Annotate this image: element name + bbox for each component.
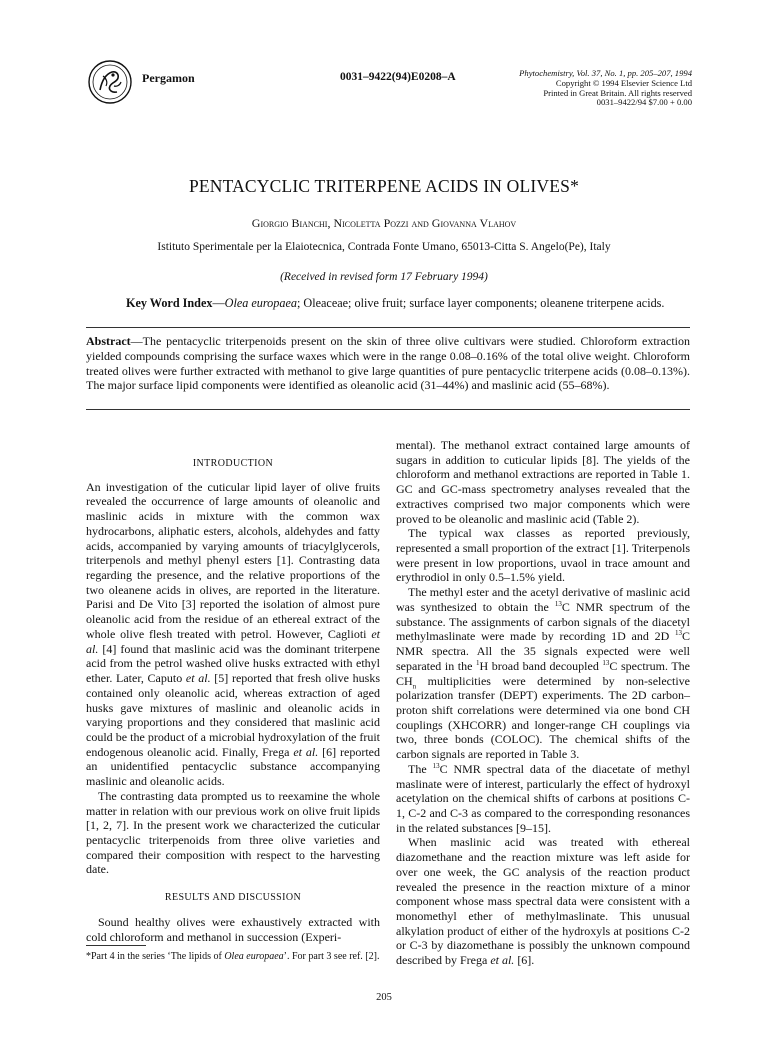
results-paragraph-5: The $^{13}$C NMR spectral data of the diacetate of methyl maslinate were of interest, particularly the effect of hydroxyl acetylation on the chemical shifts of carbons at positions C-1, C-2 and C-3 as compared to the corresponding resonances in the related substances [9–15]. <box>396 761 690 835</box>
heading-results: RESULTS AND DISCUSSION <box>164 892 302 904</box>
journal-printed: Printed in Great Britain. All rights reserved <box>543 87 692 98</box>
journal-info <box>452 69 692 108</box>
abstract-top-rule <box>86 327 690 328</box>
keywords <box>126 296 686 311</box>
abstract-label: Abstract <box>86 334 131 348</box>
results-paragraph-6: When maslinic acid was treated with ethereal diazomethane and the reaction mixture was left aside for over one week, the GC analysis of the reaction product revealed the presence in the reaction mixture of a minor component whose mass spectral data were consistent with a monomethyl ether of methylmaslinate. This unusual alkylation product of either of the hydroxyls at positions C-2 or C-3 by diazomethane is possibly the unknown compound described by Frega et al. [6]. <box>396 835 690 968</box>
footnote-rule <box>86 945 146 946</box>
publisher-name: Pergamon <box>142 71 195 85</box>
article-affiliation: Istituto Sperimentale per la Elaiotecnica, Contrada Fonte Umano, 65013-Citta S. Angelo(Pe), Italy <box>157 241 611 253</box>
intro-paragraph-1: An investigation of the cuticular lipid layer of olive fruits revealed the occurrence of large amounts of oleanolic and maslinic acids in mixture with the common wax hydrocarbons, aliphatic esters, alcohols, aldehydes and fatty acids, accompanied by varying amounts of triacylglycerols, triterpenols and methyl phenyl esters [1]. Contrasting data regarding the presence, and the relative proportions of the two oleanene acids in olives, are reported in the literature. Parisi and De Vito [3] reported the isolation of almost pure oleanolic acid from the residue of an ethereal extract of the whole olive flesh treated with petrol. However, Caglioti et al. [4] found that maslinic acid was the dominant triterpene acid from the petrol washed olive husks extracted with ethyl ether. Later, Caputo et al. [5] reported that fresh olive husks contained only oleanolic acid, whereas extraction of aged husks gave mixtures of maslinic and oleanolic acids in varying proportions and they considered that maslinic acid could be the product of a microbial hydroxylation of the fruit endogenous oleanolic acid. Finally, Frega et al. [6] reported an unidentified pentacyclic substance accompanying maslinic and oleanolic acids. <box>86 479 380 789</box>
keywords-species: Olea europaea <box>224 296 297 310</box>
journal-citation: Phytochemistry, Vol. 37, No. 1, pp. 205–207, 1994 <box>519 68 692 78</box>
left-column <box>86 457 380 944</box>
journal-copyright: Copyright © 1994 Elsevier Science Ltd <box>555 77 692 88</box>
footnote: *Part 4 in the series ‘The lipids of Olea europaea’. For part 3 see ref. [2]. <box>86 951 380 962</box>
page-number: 205 <box>376 992 392 1003</box>
article-authors: Giorgio Bianchi, Nicoletta Pozzi and Giovanna Vlahov <box>251 216 517 230</box>
article-title: PENTACYCLIC TRITERPENE ACIDS IN OLIVES* <box>188 176 580 196</box>
article-code: 0031–9422(94)E0208–A <box>340 71 456 83</box>
abstract-text: —The pentacyclic triterpenoids present on the skin of three olive cultivars were studied. Chloroform extraction yielded compounds comprising the surface waxes which were in the range 0.08–0.16% of the total olive weight. Chloroform treated olives were further extracted with methanol to give large quantities of pure pentacyclic triterpene acids (0.08–0.13%). The major surface lipid components were identified as oleanolic acid (31–44%) and maslinic acid (55–68%). <box>86 334 690 393</box>
abstract-bottom-rule <box>86 409 690 410</box>
abstract <box>86 334 690 393</box>
publisher-logo <box>88 60 132 104</box>
results-paragraph-1: Sound healthy olives were exhaustively extracted with cold chloroform and methanol in succession (Experi- <box>86 914 380 944</box>
keywords-list: ; Oleaceae; olive fruit; surface layer components; oleanene triterpene acids. <box>296 296 665 310</box>
right-column <box>396 438 690 968</box>
keywords-dash: — <box>212 296 225 310</box>
results-paragraph-4: The methyl ester and the acetyl derivative of maslinic acid was synthesized to obtain the $^{13}$C NMR spectrum of the substance. The assignments of carbon signals of the diacetyl methylmaslinate were made by recording 1D and 2D $^{13}$C NMR spectra. All the 35 signals expected were well separated in the $^1$H broad band decoupled $^{13}$C spectrum. The $CH_n$ multiplicities were determined by non-selective polarization transfer (DEPT) experiments. The 2D carbon–proton shift correlations were determined via one bond CH couplings (XHCORR) and longer-range CH couplings via two, three bonds (COLOC). The chemical shifts of the carbon signals are reported in Table 3. <box>396 585 690 762</box>
journal-price: 0031–9422/94 $7.00 + 0.00 <box>596 97 692 108</box>
results-paragraph-2: mental). The methanol extract contained large amounts of sugars in addition to cuticular lipids [8]. The yields of the chloroform and methanol extractions are reported in Table 1. GC and GC-mass spectrometry analyses revealed that the extractives comprised two major components which were proved to be oleanolic and maslinic acid (Table 2). <box>396 438 690 526</box>
heading-introduction: INTRODUCTION <box>192 458 274 469</box>
intro-paragraph-2: The contrasting data prompted us to reexamine the whole matter in relation with our previous work on olive fruit lipids [1, 2, 7]. In the present work we characterized the cuticular pentacyclic triterpenoids from three olive varieties and compared their composition with respect to the harvesting date. <box>86 788 380 877</box>
keywords-label: Key Word Index <box>126 296 213 310</box>
results-paragraph-3: The typical wax classes as reported previously, represented a small proportion of the extract [1]. Triterpenols were present in low proportions, uvaol in trace amount and erythrodiol in only 0.5–1.5% yield. <box>396 526 690 585</box>
received-date: (Received in revised form 17 February 1994) <box>280 271 488 283</box>
